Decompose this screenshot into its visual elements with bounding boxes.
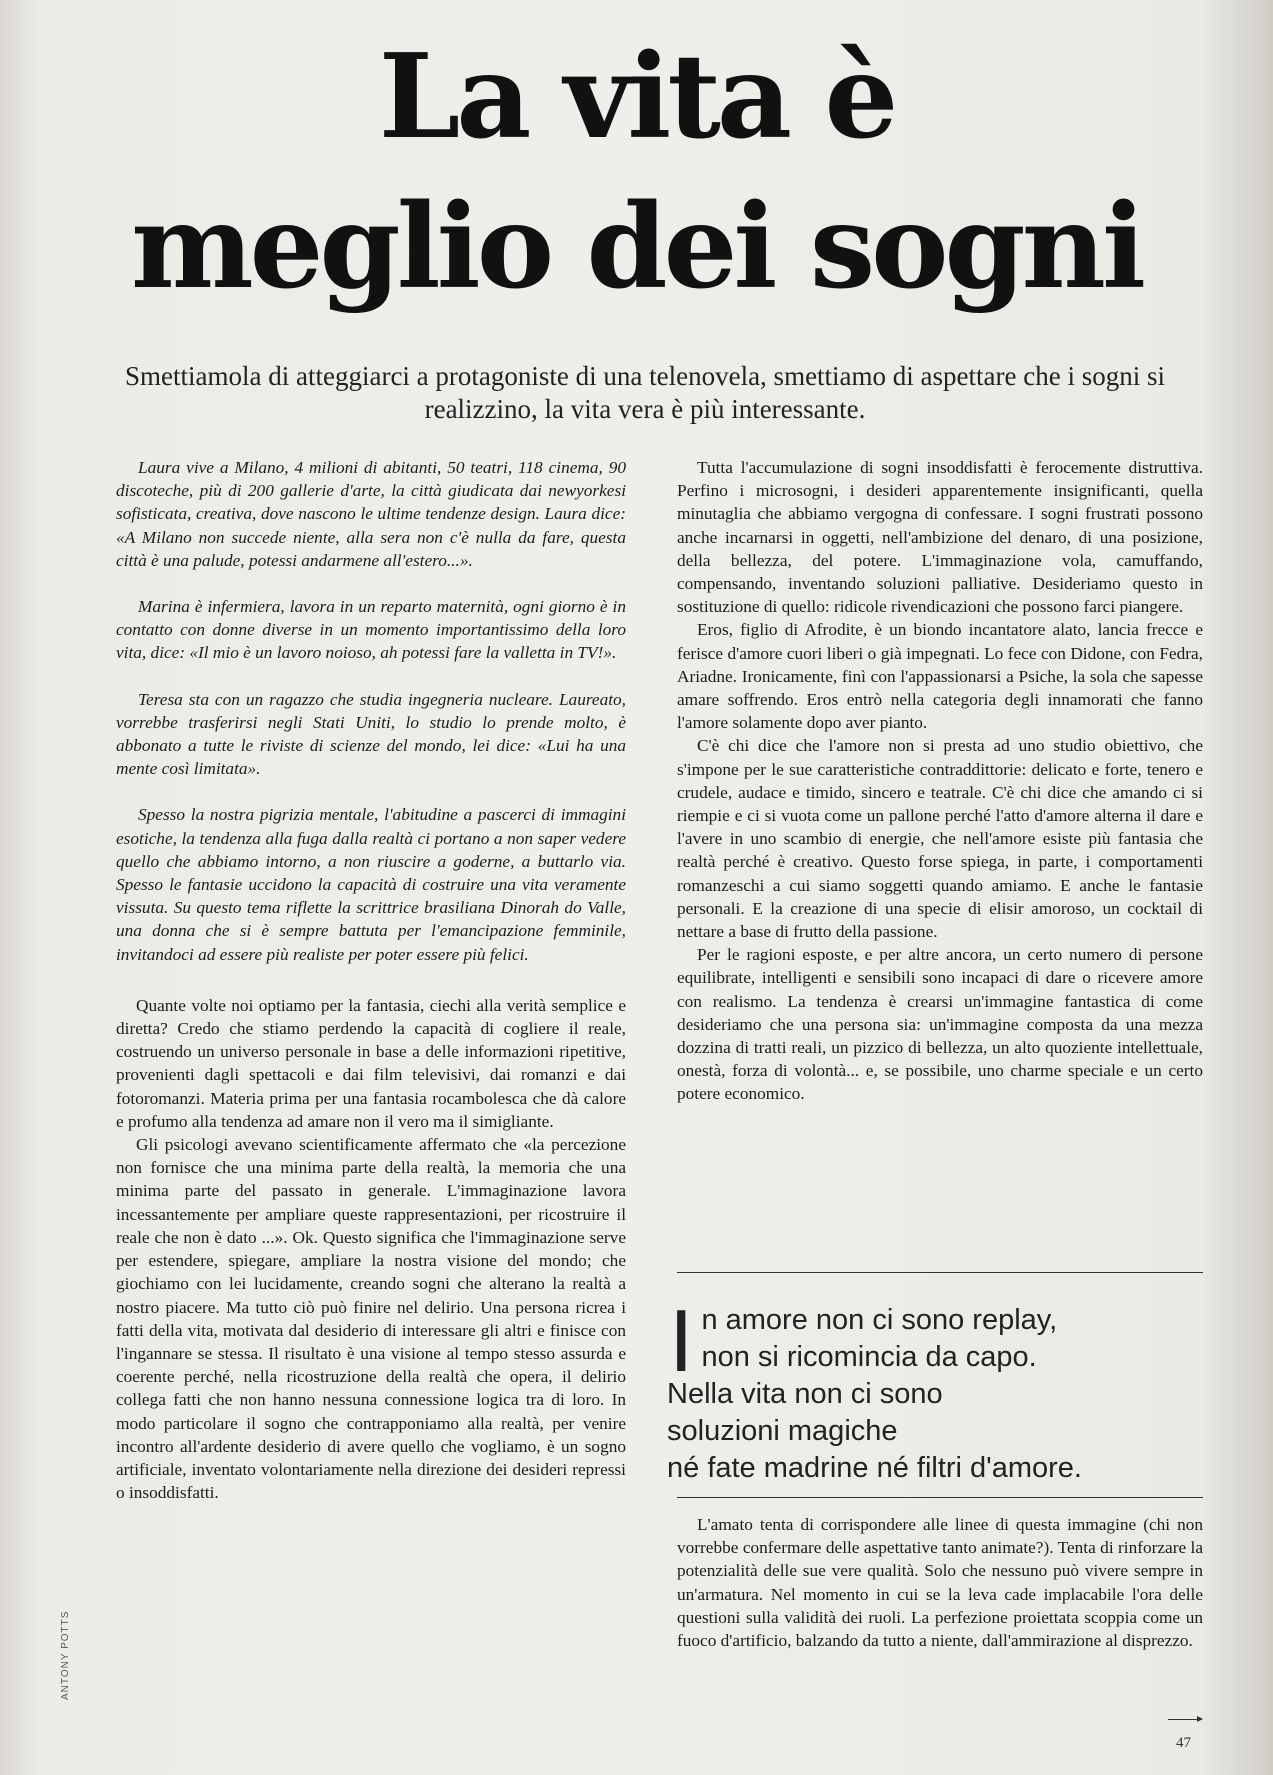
photo-credit: ANTONY POTTS [60, 1610, 71, 1700]
pullquote-line: Nella vita non ci sono [667, 1378, 943, 1410]
body-paragraph: C'è chi dice che l'amore non si presta ad uno studio obiettivo, che s'impone per le sue caratteristiche contraddittorie: delicato e forte, tenero e crudele, audace e timido, sincero e teatrale. C'è chi dice che amando ci si riempie e ci si vuota come un pallone perché l'atto d'amore alterna il dare e l'avere in uno scambio di energie, che nell'amore esiste più fantasia che realtà perché è creativo. Questo forse spiega, in parte, i comportamenti romanzeschi a cui siamo soggetti quando amiamo. E anche le fantasie personali. E la creazione di una specie di elisir amoroso, un cocktail di nettare a base di frutto della passione. [677, 736, 1203, 942]
right-column [677, 456, 1203, 1106]
intro-paragraph: Spesso la nostra pigrizia mentale, l'abitudine a pascerci di immagini esotiche, la tendenza alla fuga dalla realtà ci portano a non saper vedere quello che abbiamo intorno, a non riuscire a goderne, a buttarlo via. Spesso le fantasie uccidono la capacità di costruire una vita veramente vissuta. Su questo tema riflette la scrittrice brasiliana Dinorah do Valle, una donna che si è sempre battuta per l'emancipazione femminile, invitandoci ad essere più realiste per poter essere più felici. [116, 805, 626, 964]
continue-arrow-icon [1168, 1719, 1202, 1720]
body-paragraph: Per le ragioni esposte, e per altre ancora, un certo numero di persone equilibrate, intelligenti e sensibili sono incapaci di dare o ricevere amore con realismo. La tendenza è crearsi un'immagine fantastica di come desideriamo che una persona sia: un'immagine composta da una mezza dozzina di tratti reali, un pizzico di bellezza, un alto quoziente intellettuale, onestà, forza di volontà... e, se possibile, uno charme speciale e un certo potere economico. [677, 945, 1203, 1104]
pullquote-bottom-rule [677, 1497, 1203, 1498]
intro-block [116, 456, 626, 966]
page-number: 47 [1176, 1735, 1191, 1751]
article-title [0, 22, 1273, 322]
pullquote-line: soluzioni magiche [667, 1415, 898, 1447]
body-paragraph: Tutta l'accumulazione di sogni insoddisfatti è ferocemente distruttiva. Perfino i microsogni, i desideri apparentemente insignificanti, quella minutaglia che abbiamo vergogna di confessare. I sogni frustrati possono anche incarnarsi in oggetti, nell'ambizione del denaro, di una posizione, della bellezza, del potere. L'immaginazione vola, camuffando, compensando, inventando soluzioni palliative. Desideriamo questo in sostituzione di quello: ridicole rivendicazioni che possono farci piangere. [677, 458, 1203, 617]
intro-paragraph: Laura vive a Milano, 4 milioni di abitanti, 50 teatri, 118 cinema, 90 discoteche, più di 200 gallerie d'arte, la città giudicata dai newyorkesi sofisticata, creativa, dove nascono le ultime tendenze design. Laura dice: «A Milano non succede niente, alla sera non c'è nulla da fare, questa città è una palude, potessi andarmene all'estero...». [116, 458, 626, 570]
pullquote-line: né fate madrine né filtri d'amore. [667, 1452, 1082, 1484]
pullquote-line: non si ricomincia da capo. [701, 1341, 1037, 1373]
body-paragraph: Gli psicologi avevano scientificamente affermato che «la percezione non fornisce che una minima parte della realtà, la memoria che una minima parte del passato in generale. L'immaginazione lavora incessantemente per ampliare queste rappresentazioni, per ricostruire il reale che non è dato ...». Ok. Questo significa che l'immaginazione serve per estendere, spiegare, ampliare la nostra visione del mondo; che giochiamo con lei lucidamente, creando sogni che alterano la realtà a nostro piacere. Ma tutto ciò può finire nel delirio. Una persona ricrea i fatti della vita, motivata dal desiderio di interessare gli altri e finisce con l'ingannare se stessa. Il risultato è una visione al tempo stesso assurda e coerente perché, nella ricostruzione della realtà che opera, il delirio collega fatti che non hanno nessuna connessione logica tra di loro. In modo particolare il sogno che contrapponiamo alla realtà, per venire incontro all'ardente desiderio di avere quello che vogliamo, è un sogno artificiale, inventato volontariamente nella direzione dei desideri repressi o insoddisfatti. [116, 1135, 626, 1503]
intro-paragraph: Marina è infermiera, lavora in un reparto maternità, ogni giorno è in contatto con donne diverse in un momento importantissimo della loro vita, dice: «Il mio è un lavoro noioso, ah potessi fare la valletta in TV!». [116, 597, 626, 663]
body-paragraph: Quante volte noi optiamo per la fantasia, ciechi alla verità semplice e diretta? Credo che stiamo perdendo la capacità di cogliere il reale, costruendo un universo personale in base a delle informazioni ripetitive, provenienti dagli spettacoli e dai film televisivi, dai romanzi e dai fotoromanzi. Materia prima per una fantasia rocambolesca che dà calore e profumo alla tendenza ad amare non il vero ma il simigliante. [116, 995, 626, 1131]
title-line-2: meglio dei sogni [130, 179, 1143, 315]
body-paragraph: Eros, figlio di Afrodite, è un biondo incantatore alato, lancia frecce e ferisce d'amore cuori liberi o già impegnati. Lo fece con Didone, con Fedra, Ariadne. Ironicamente, finì con l'appassionarsi a Psiche, la sola che sapesse amare soffrendo. Eros entrò nella categoria degli innamorati che fanno l'amore solamente dopo aver pianto. [677, 620, 1203, 733]
title-line-1: La vita è [378, 29, 895, 165]
left-column [116, 456, 626, 1504]
pullquote [667, 1291, 1207, 1487]
intro-paragraph: Teresa sta con un ragazzo che studia ingegneria nucleare. Laureato, vorrebbe trasferirsi negli Stati Uniti, lo studio lo prende molto, è abbonato a tutte le riviste di scienze del mondo, lei dice: «Lui ha una mente così limitata». [116, 689, 626, 779]
body-paragraph: L'amato tenta di corrispondere alle linee di questa immagine (chi non vorrebbe confermare delle aspettative tanto animate?). Tenta di rinforzare la potenzialità delle sue vere qualità. Solo che nessuno può vivere sempre in un'armatura. Nel momento in cui se la leva cade implacabile l'ora delle questioni sulla validità dei ruoli. La perfezione proiettata scoppia come un fuoco d'artificio, balzando da tutto a niente, dall'ammirazione al disprezzo. [677, 1515, 1203, 1651]
pullquote-top-rule [677, 1272, 1203, 1273]
article-subtitle: Smettiamola di atteggiarci a protagoniste di una telenovela, smettiamo di aspettare che i sogni si realizzino, la vita vera è più interessante. [125, 361, 1165, 424]
right-column-bottom [677, 1513, 1203, 1652]
pullquote-line: n amore non ci sono replay, [701, 1304, 1058, 1336]
pullquote-dropcap: I [669, 1291, 694, 1390]
